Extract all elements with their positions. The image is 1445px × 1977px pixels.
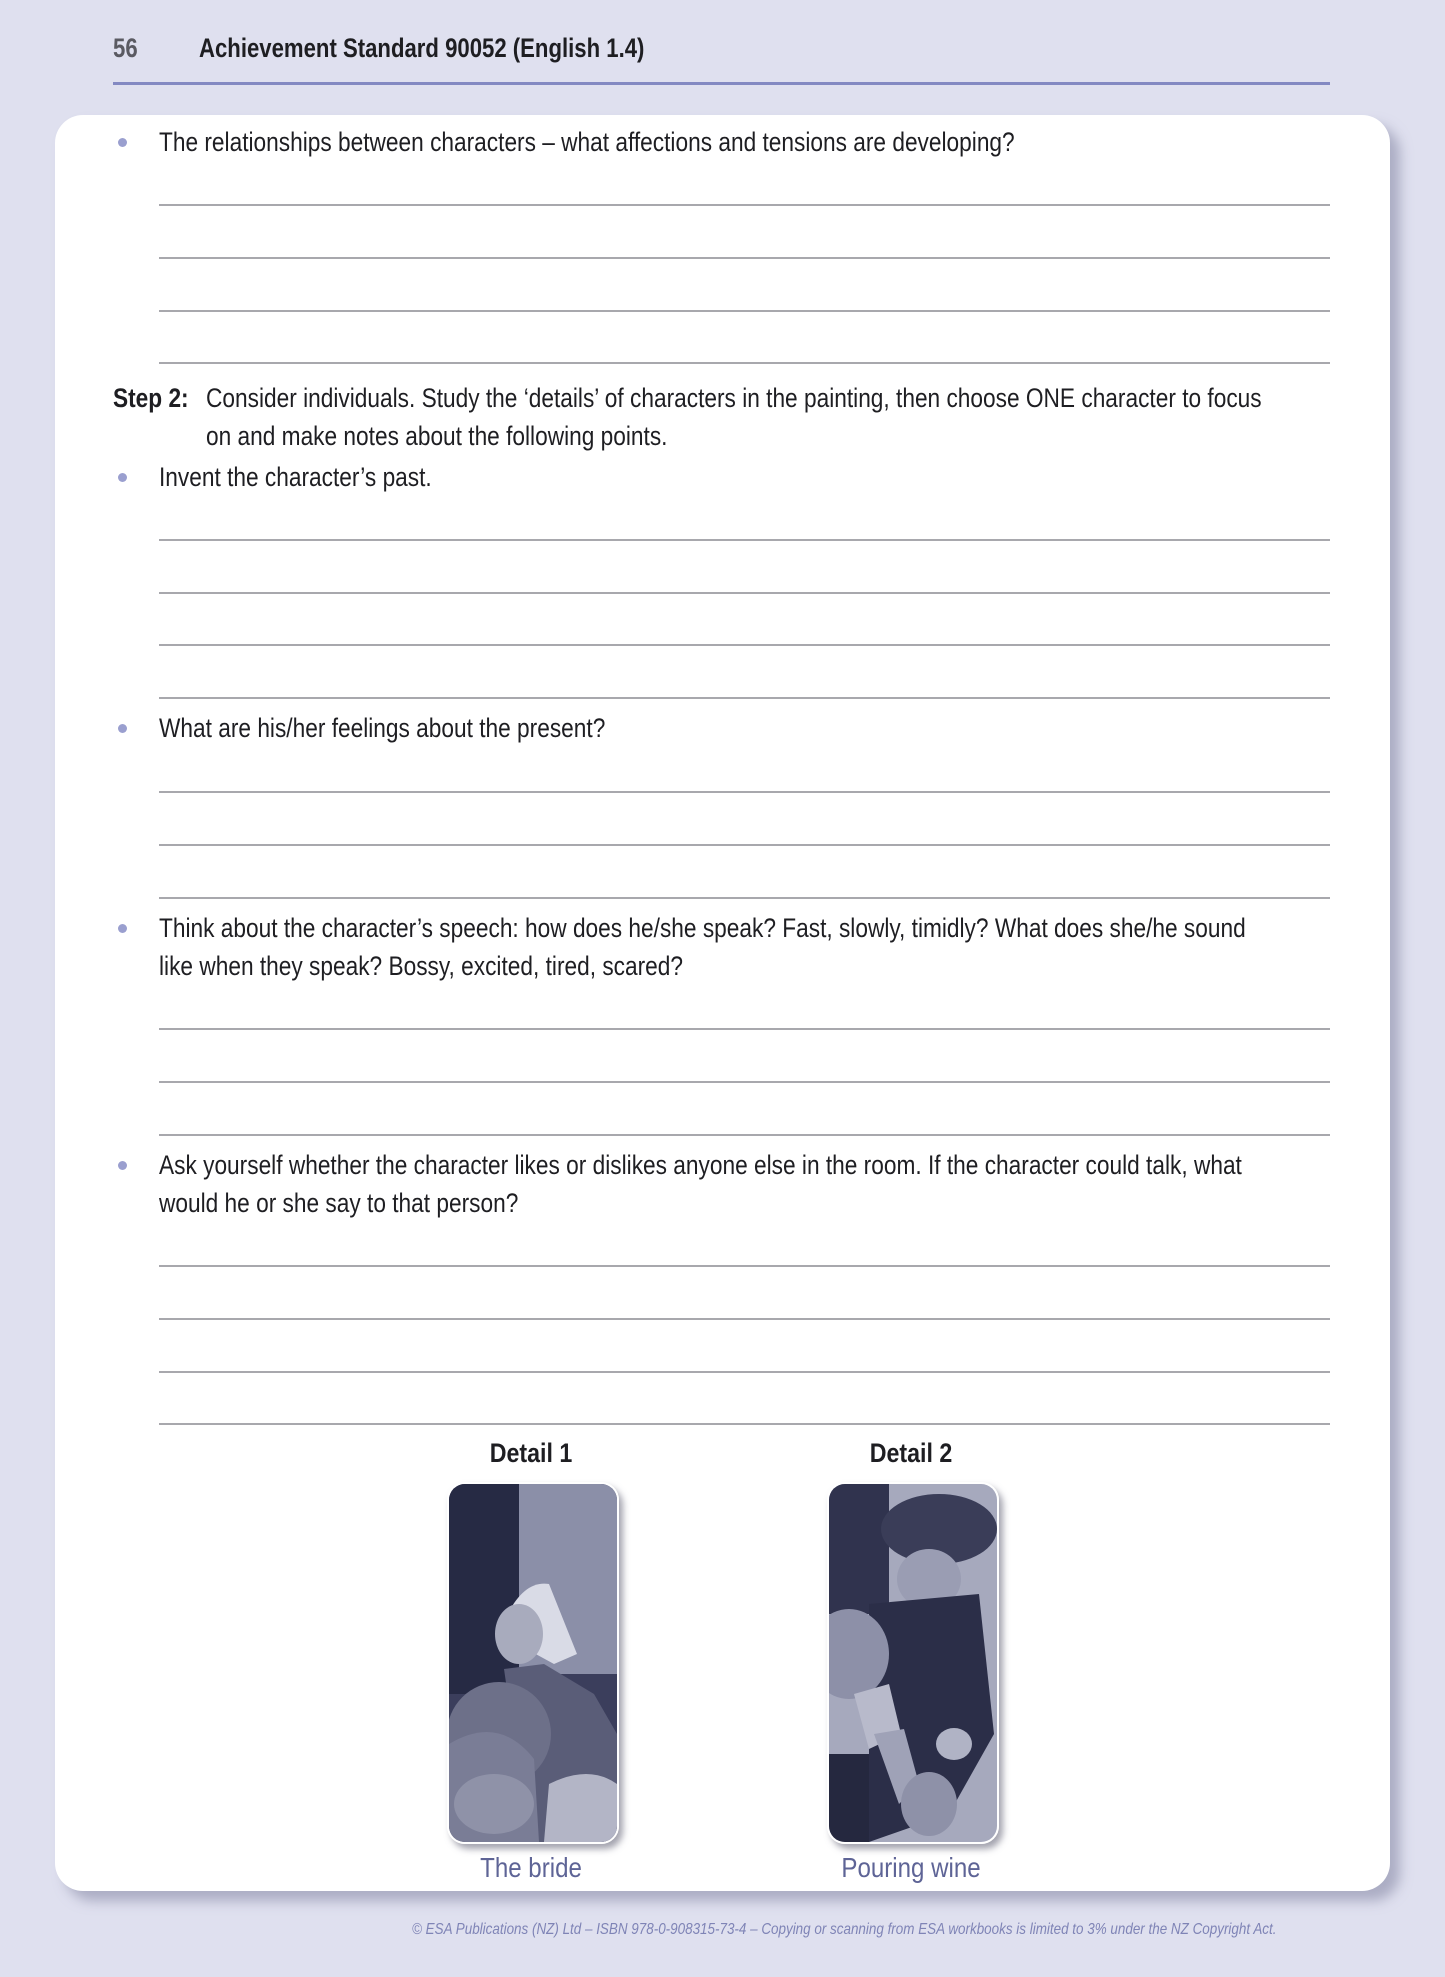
answer-line[interactable] — [159, 1265, 1330, 1267]
page-number: 56 — [113, 33, 138, 63]
painting-detail-pouring-wine-image — [829, 1484, 997, 1842]
painting-detail-bride-image — [449, 1484, 617, 1842]
copyright-footer: © ESA Publications (NZ) Ltd – ISBN 978-0-908315-73-4 – Copying or scanning from ESA workbooks is limited to 3% under the NZ Copyright Act. — [412, 1921, 1277, 1938]
detail-1-title: Detail 1 — [489, 1438, 573, 1468]
step-instruction-line-2: on and make notes about the following points. — [206, 421, 668, 451]
detail-1-caption: The bride — [480, 1852, 582, 1883]
header-rule — [113, 82, 1330, 85]
question-text: The relationships between characters – what affections and tensions are developing? — [159, 127, 1015, 157]
answer-line[interactable] — [159, 1371, 1330, 1373]
bullet-icon — [118, 473, 127, 482]
answer-line[interactable] — [159, 1081, 1330, 1083]
answer-line[interactable] — [159, 897, 1330, 899]
detail-1-image — [447, 1482, 619, 1844]
bullet-icon — [118, 924, 127, 933]
question-text-line-1: Think about the character’s speech: how does he/she speak? Fast, slowly, timidly? What does she/he sound — [159, 913, 1246, 943]
question-text-line-1: Ask yourself whether the character likes or dislikes anyone else in the room. If the character could talk, what — [159, 1150, 1242, 1180]
answer-line[interactable] — [159, 257, 1330, 259]
answer-line[interactable] — [159, 844, 1330, 846]
answer-line[interactable] — [159, 644, 1330, 646]
answer-line[interactable] — [159, 310, 1330, 312]
bullet-icon — [118, 724, 127, 733]
detail-2-image — [827, 1482, 999, 1844]
answer-line[interactable] — [159, 791, 1330, 793]
page-header-title: Achievement Standard 90052 (English 1.4) — [199, 33, 645, 63]
step-instruction-line-1: Consider individuals. Study the ‘details’ of characters in the painting, then choose ONE character to focus — [206, 383, 1262, 413]
bullet-icon — [118, 138, 127, 147]
answer-line[interactable] — [159, 697, 1330, 699]
answer-line[interactable] — [159, 362, 1330, 364]
answer-line[interactable] — [159, 204, 1330, 206]
question-text: What are his/her feelings about the present? — [159, 713, 606, 743]
answer-line[interactable] — [159, 1134, 1330, 1136]
question-text: Invent the character’s past. — [159, 462, 432, 492]
detail-2-title: Detail 2 — [869, 1438, 953, 1468]
question-text-line-2: would he or she say to that person? — [159, 1188, 519, 1218]
bullet-icon — [118, 1161, 127, 1170]
step-label: Step 2: — [113, 383, 189, 413]
answer-line[interactable] — [159, 592, 1330, 594]
question-text-line-2: like when they speak? Bossy, excited, tired, scared? — [159, 951, 684, 981]
answer-line[interactable] — [159, 1423, 1330, 1425]
answer-line[interactable] — [159, 1318, 1330, 1320]
detail-2-caption: Pouring wine — [841, 1852, 981, 1883]
answer-line[interactable] — [159, 539, 1330, 541]
answer-line[interactable] — [159, 1028, 1330, 1030]
